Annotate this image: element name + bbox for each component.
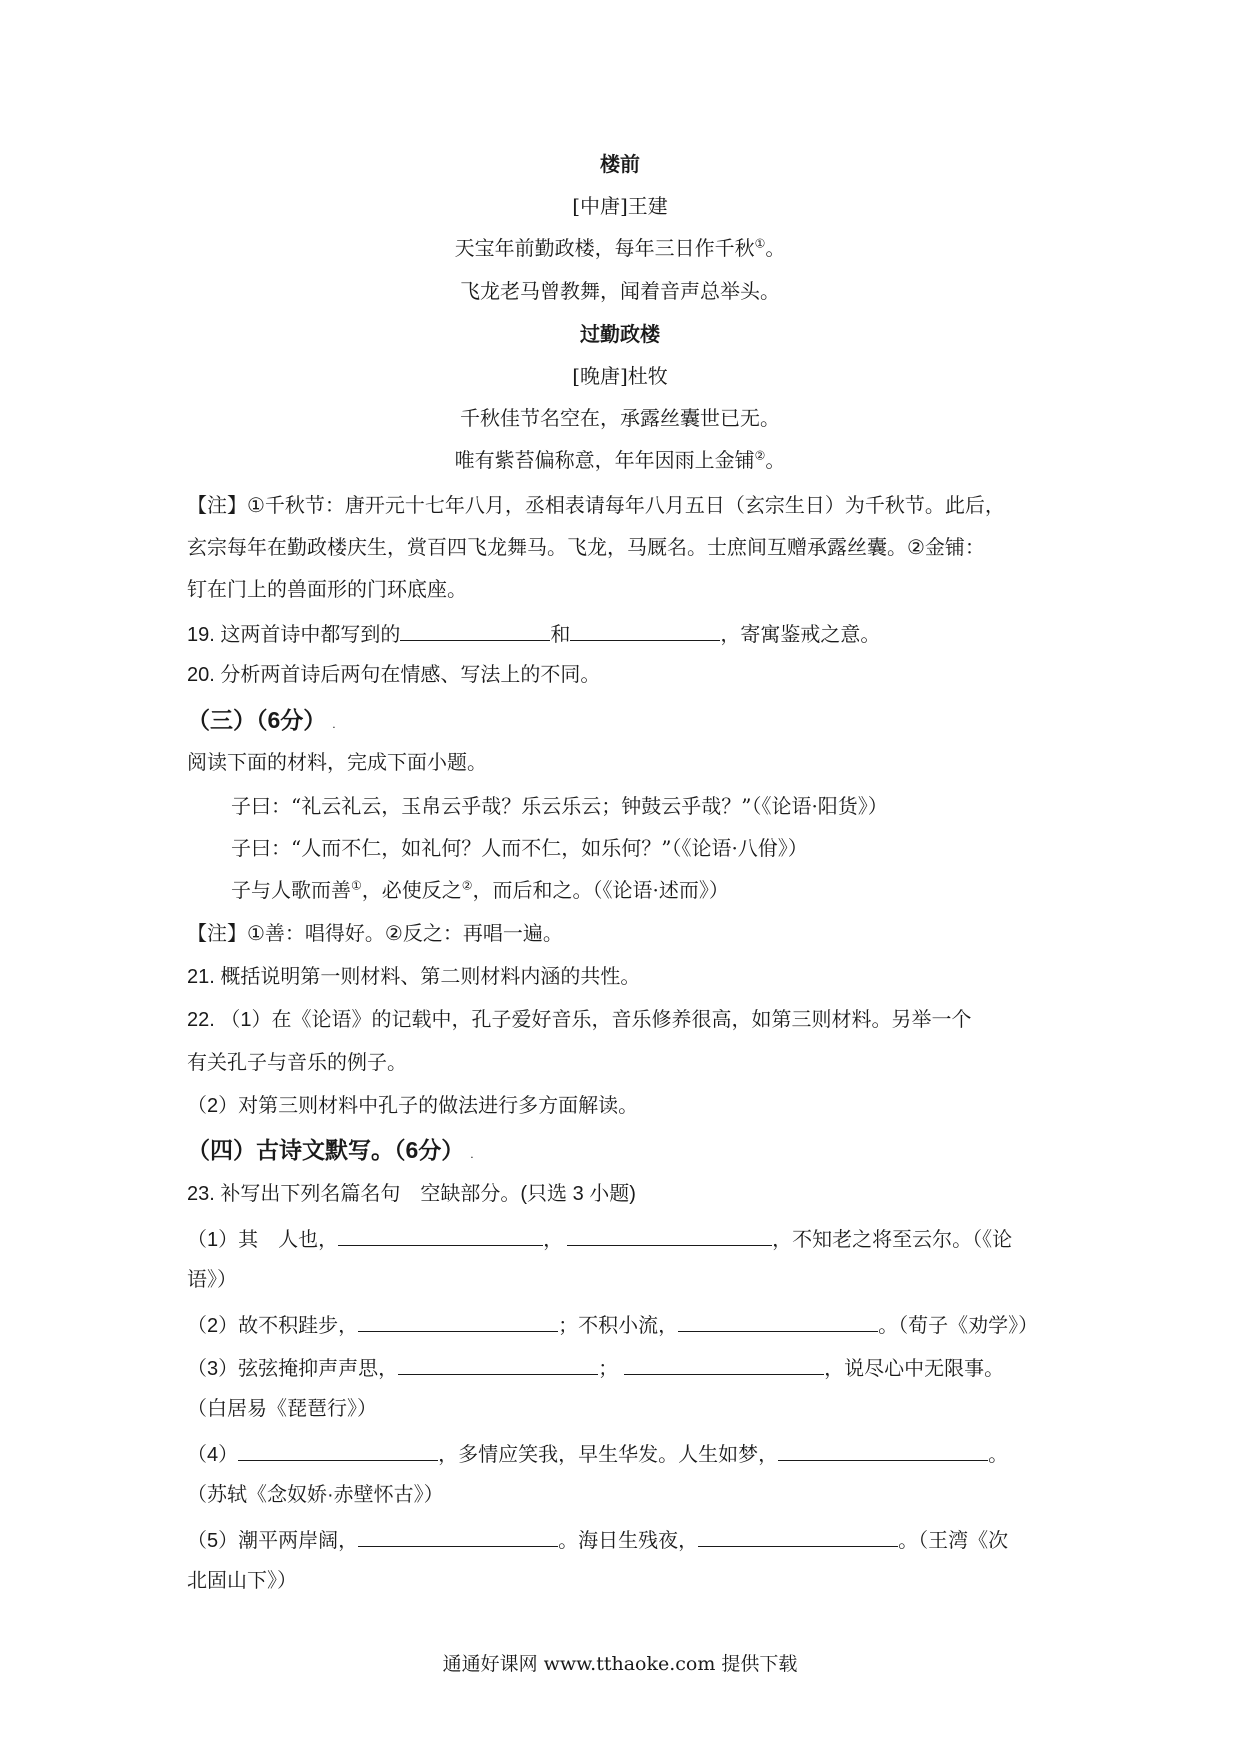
answer-blank[interactable] — [570, 618, 720, 641]
answer-blank[interactable] — [358, 1524, 558, 1547]
answer-blank[interactable] — [398, 1352, 598, 1375]
answer-blank[interactable] — [338, 1223, 543, 1246]
question-text: 和 — [550, 624, 571, 646]
section-intro: 阅读下面的材料，完成下面小题。 — [187, 752, 487, 774]
poem-author: [中唐]王建 — [572, 194, 668, 218]
page-footer: 通通好课网 www.tthaoke.com 提供下载 — [442, 1653, 798, 1675]
question-text: ，寄寓鉴戒之意。 — [720, 624, 881, 646]
poem-title: 过勤政楼 — [580, 322, 660, 346]
question-21: 21. 概括说明第一则材料、第二则材料内涵的共性。 — [187, 966, 641, 988]
section-heading-text: （三）（6分） — [187, 707, 327, 733]
item-text: 。（王湾《次 — [898, 1530, 1009, 1552]
fill-item-1 — [187, 1223, 1012, 1254]
poem-title: 楼前 — [600, 152, 640, 176]
annotation-line: 【注】①善：唱得好。②反之：再唱一遍。 — [187, 923, 563, 945]
poem-line-end: 。 — [765, 236, 786, 260]
poem-line: 千秋佳节名空在，承露丝囊世已无。 — [460, 406, 780, 430]
footnote-marker: ② — [461, 878, 473, 893]
item-text: （1）其 人也， — [187, 1229, 339, 1251]
question-22: 22. （1）在《论语》的记载中，孔子爱好音乐，音乐修养很高，如第三则材料。另举一个 — [187, 1009, 972, 1031]
question-19 — [187, 618, 880, 649]
question-23: 23. 补写出下列名篇名句 空缺部分。(只选 3 小题) — [187, 1183, 636, 1205]
item-text: ，多情应笑我，早生华发。人生如梦， — [438, 1444, 779, 1466]
item-text: 。海日生残夜， — [558, 1530, 699, 1552]
fill-item-4-cont: （苏轼《念奴娇·赤壁怀古》） — [187, 1484, 444, 1506]
section-mark: . — [332, 717, 336, 731]
material-line: 子曰：“礼云礼云，玉帛云乎哉？乐云乐云；钟鼓云乎哉？”（《论语·阳货》） — [231, 794, 888, 818]
item-text: （3）弦弦掩抑声声思， — [187, 1358, 399, 1380]
footnote-marker: ② — [754, 448, 766, 463]
poem-author: [晚唐]杜牧 — [572, 364, 668, 388]
section-mark: . — [470, 1147, 474, 1161]
answer-blank[interactable] — [567, 1223, 772, 1246]
answer-blank[interactable] — [238, 1438, 438, 1461]
material-line — [231, 876, 729, 904]
material-line: 子曰：“人而不仁，如礼何？人而不仁，如乐何？”（《论语·八佾》） — [231, 836, 808, 860]
answer-blank[interactable] — [358, 1309, 558, 1332]
question-22-cont: 有关孔子与音乐的例子。 — [187, 1052, 407, 1074]
section-heading-text: （四）古诗文默写。（6分） — [187, 1137, 465, 1163]
material-text: ，必使反之 — [361, 878, 462, 902]
item-text: （5）潮平两岸阔， — [187, 1530, 359, 1552]
poem-line-end: 。 — [765, 448, 786, 472]
section-heading — [187, 706, 336, 738]
question-20: 20. 分析两首诗后两句在情感、写法上的不同。 — [187, 664, 601, 686]
item-text: ，不知老之将至云尔。（《论 — [772, 1229, 1013, 1251]
footnote-marker: ① — [754, 236, 766, 251]
poem-line — [0, 446, 1240, 474]
fill-item-3 — [187, 1352, 1004, 1383]
question-22-part2: （2）对第三则材料中孔子的做法进行多方面解读。 — [187, 1095, 639, 1117]
fill-item-1-cont: 语》） — [187, 1269, 237, 1291]
material-text: 子与人歌而善 — [231, 878, 351, 902]
section-heading — [187, 1136, 474, 1168]
item-text: （2）故不积跬步， — [187, 1315, 359, 1337]
item-text: 。（荀子《劝学》） — [878, 1315, 1039, 1337]
item-text: ， — [543, 1229, 564, 1251]
item-text: ； — [598, 1358, 619, 1380]
fill-item-3-cont: （白居易《琵琶行》） — [187, 1398, 377, 1420]
annotation-line: 【注】①千秋节：唐开元十七年八月，丞相表请每年八月五日（玄宗生日）为千秋节。此后， — [187, 495, 1005, 517]
fill-item-5-cont: 北固山下》） — [187, 1570, 297, 1592]
answer-blank[interactable] — [400, 618, 550, 641]
annotation-line: 玄宗每年在勤政楼庆生，赏百四飞龙舞马。飞龙，马厩名。士庶间互赠承露丝囊。②金铺： — [187, 537, 985, 559]
answer-blank[interactable] — [698, 1524, 898, 1547]
fill-item-5 — [187, 1524, 1008, 1555]
fill-item-4 — [187, 1438, 1008, 1469]
poem-line-text: 天宝年前勤政楼，每年三日作千秋 — [454, 236, 755, 260]
poem-line — [0, 234, 1240, 262]
item-text: （4） — [187, 1444, 239, 1466]
footnote-marker: ① — [351, 878, 362, 893]
annotation-line: 钉在门上的兽面形的门环底座。 — [187, 579, 467, 601]
item-text: 。 — [988, 1444, 1009, 1466]
answer-blank[interactable] — [678, 1309, 878, 1332]
material-text: ，而后和之。（《论语·述而》） — [472, 878, 729, 902]
poem-line: 飞龙老马曾教舞，闻着音声总举头。 — [460, 279, 780, 303]
question-text: 19. 这两首诗中都写到的 — [187, 624, 401, 646]
item-text: ，说尽心中无限事。 — [824, 1358, 1005, 1380]
fill-item-2 — [187, 1309, 1038, 1340]
answer-blank[interactable] — [624, 1352, 824, 1375]
item-text: ；不积小流， — [558, 1315, 679, 1337]
poem-line-text: 唯有紫苔偏称意，年年因雨上金铺 — [454, 448, 755, 472]
answer-blank[interactable] — [778, 1438, 988, 1461]
